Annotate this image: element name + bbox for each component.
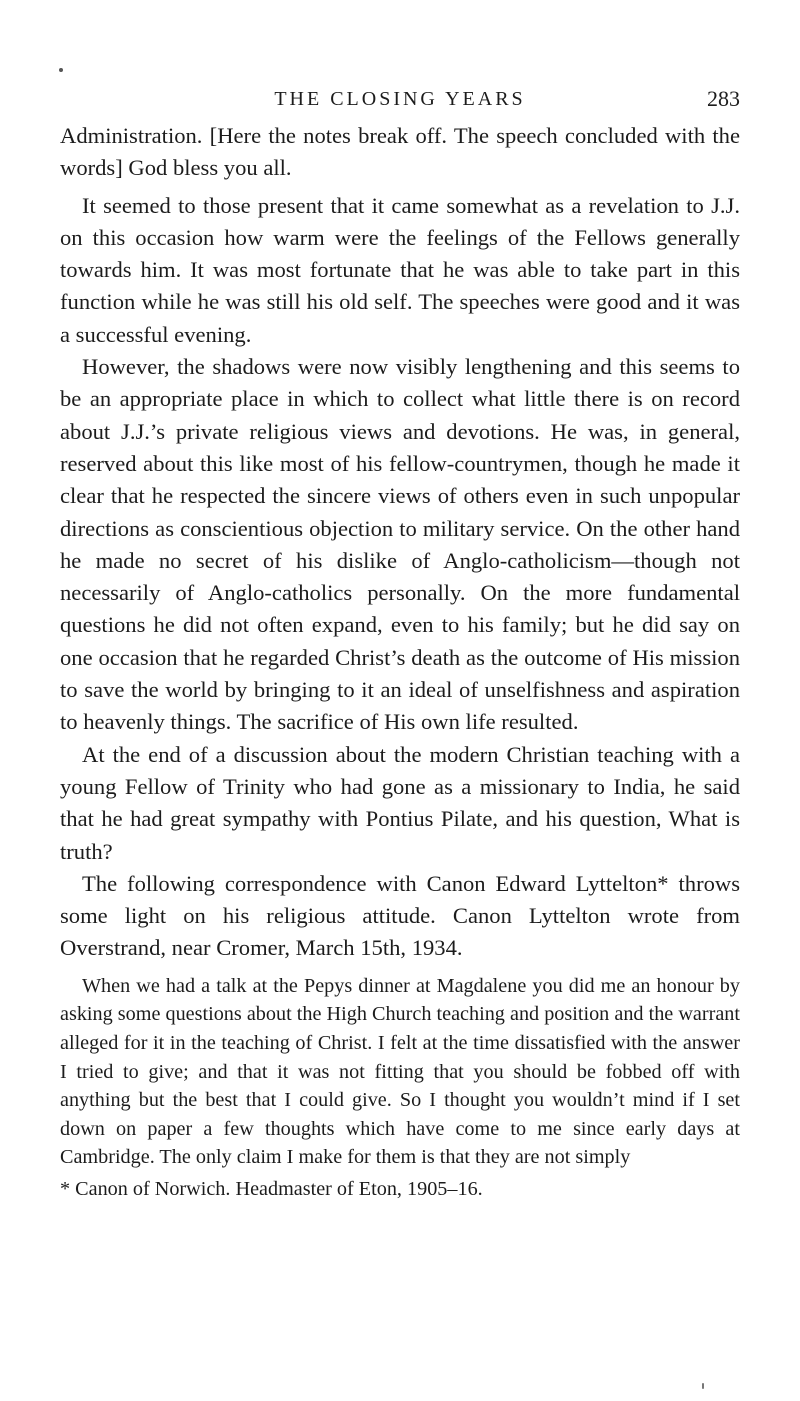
paragraph-continued: Administration. [Here the notes break off. The speech concluded with the words] God bless you all.	[60, 123, 740, 181]
paragraph: The following correspondence with Canon Edward Lyttelton* throws some light on his religious attitude. Canon Lyttelton wrote from Overstrand, near Cromer, March 15th, 1934.	[60, 870, 740, 961]
footnote: * Canon of Norwich. Headmaster of Eton, 1905–16.	[60, 1177, 483, 1200]
print-speck	[59, 68, 63, 72]
page-number: 283	[707, 86, 740, 111]
text-block	[60, 120, 740, 1203]
quoted-letter: When we had a talk at the Pepys dinner at Magdalene you did me an honour by asking some questions about the High Church teaching and position and the warrant alleged for it in the teaching of Christ. I felt at the time dissatisfied with the answer I tried to give; and that it was not fitting that you should be fobbed off with anything but the best that I could give. So I thought you wouldn’t mind if I set down on paper a few thoughts which have come to me since early days at Cambridge. The only claim I make for them is that they are not simply	[60, 974, 740, 1169]
block-quote	[60, 972, 740, 1172]
print-speck	[702, 1383, 704, 1389]
running-head	[60, 86, 740, 116]
body-text	[60, 120, 740, 965]
paragraph: However, the shadows were now visibly lengthening and this seems to be an appropriate place in which to collect what little there is on record about J.J.’s private religious views and devotions. He was, in general, reserved about this like most of his fellow-countrymen, though he made it clear that he respected the sincere views of others even in such unpopular directions as conscientious objection to military service. On the other hand he made no secret of his dislike of Anglo-catholicism—though not necessarily of Anglo-catholics personally. On the more fundamental questions he did not often expand, even to his family; but he did say on one occasion that he regarded Christ’s death as the outcome of His mission to save the world by bringing to it an ideal of unselfishness and aspiration to heavenly things. The sacrifice of His own life resulted.	[60, 354, 740, 735]
paragraph: It seemed to those present that it came somewhat as a revelation to J.J. on this occasion how warm were the feelings of the Fellows generally towards him. It was most fortunate that he was able to take part in this function while he was still his old self. The speeches were good and it was a successful evening.	[60, 192, 740, 347]
paragraph: At the end of a discussion about the modern Christian teaching with a young Fellow of Trinity who had gone as a missionary to India, he said that he had great sympathy with Pontius Pilate, and his question, What is truth?	[60, 741, 740, 864]
running-title: THE CLOSING YEARS	[274, 88, 526, 110]
